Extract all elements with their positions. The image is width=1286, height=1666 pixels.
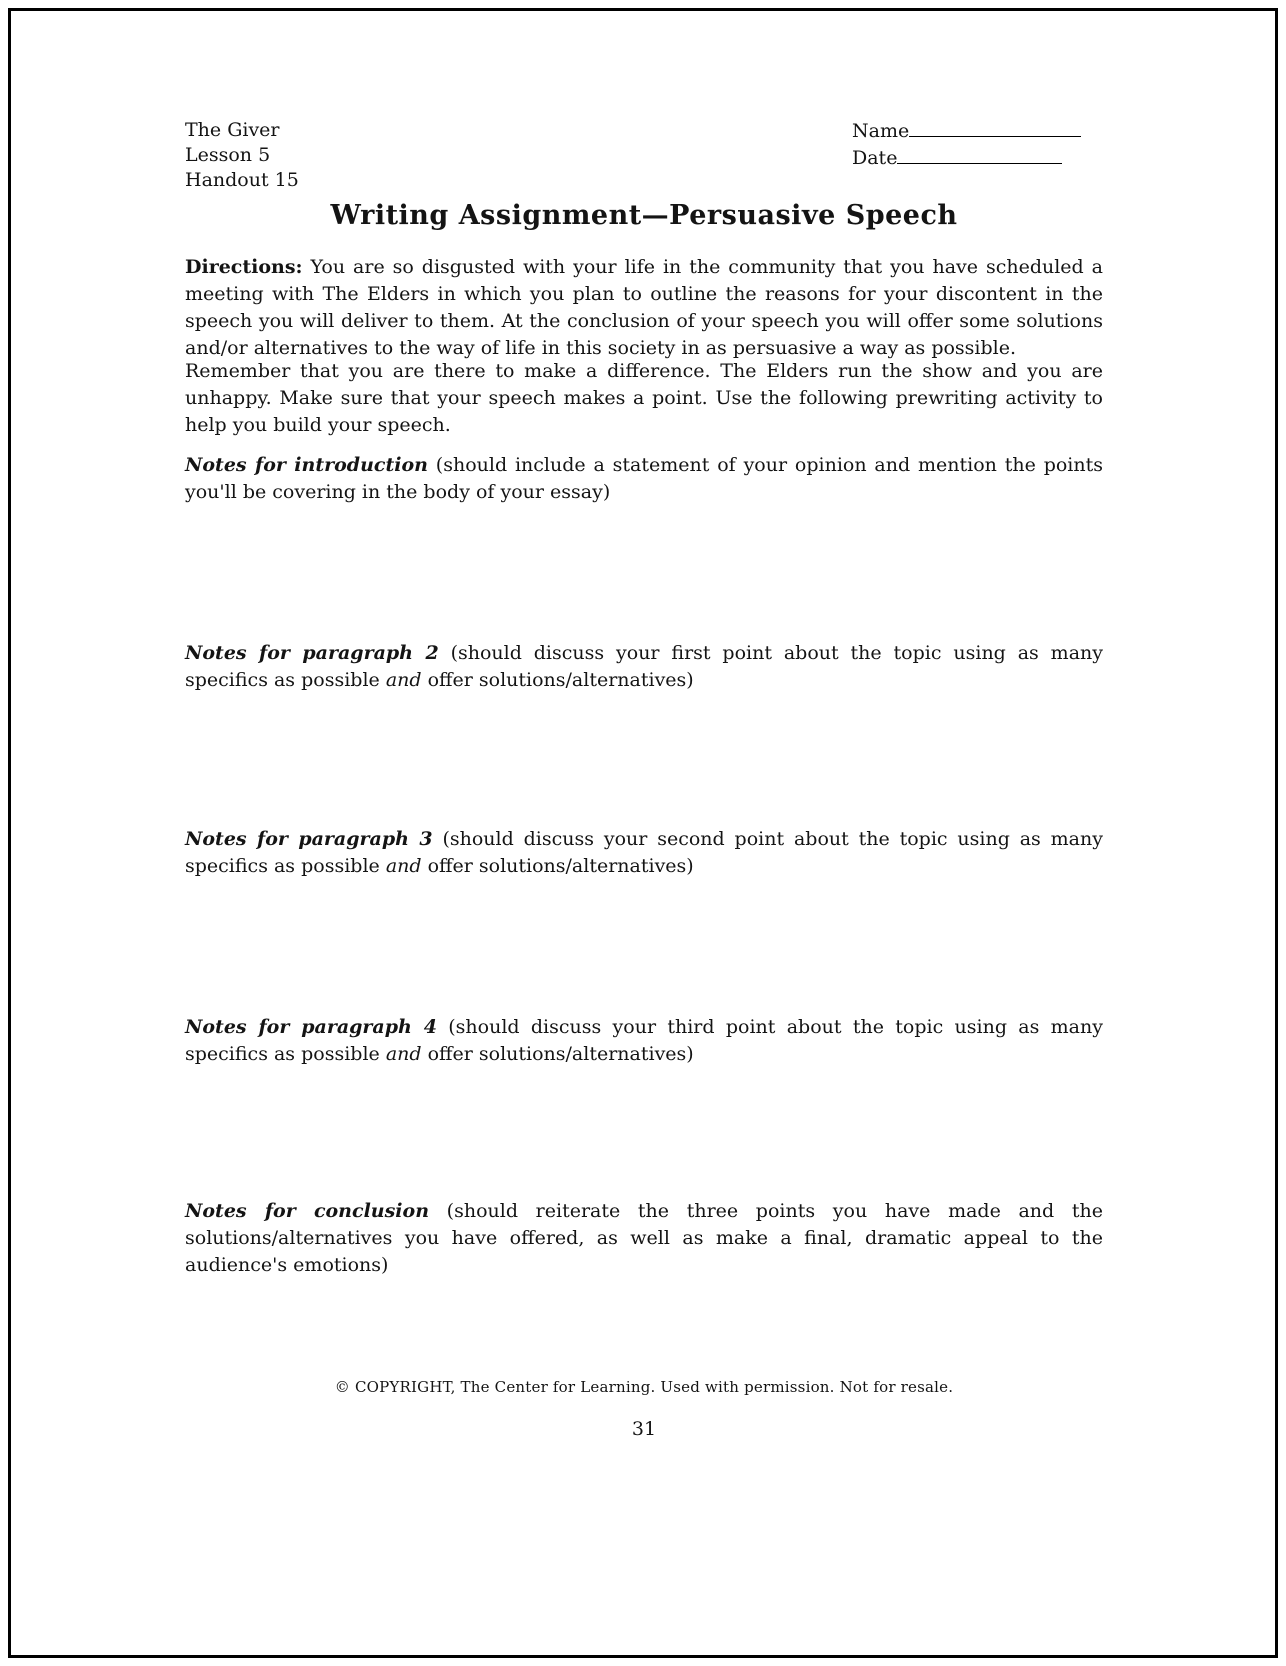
name-line <box>852 118 1092 145</box>
header-lesson: Lesson 5 <box>185 144 271 166</box>
section-lead: Notes for paragraph 2 <box>185 642 439 664</box>
section-notes-paragraph-4 <box>185 1014 1103 1068</box>
section-italic-word: and <box>385 1043 422 1065</box>
directions-paragraph <box>185 254 1103 362</box>
section-text-post: offer solutions/alternatives) <box>421 855 694 877</box>
directions-text: You are so disgusted with your life in the community that you have scheduled a meeting with The Elders in which you plan to outline the reasons for your discontent in the speech you will deliver to them. At the conclusion of your speech you will offer some solutions and/or alternatives to the way of life in this society in as persuasive a way as possible. <box>185 256 1103 359</box>
handout-header <box>185 118 299 193</box>
section-lead: Notes for conclusion <box>185 1200 430 1222</box>
section-notes-introduction <box>185 452 1103 506</box>
date-write-line <box>897 145 1062 164</box>
section-italic-word: and <box>385 855 422 877</box>
section-text: (should discuss your first point about the topic using as many specifics as possible <box>185 642 1103 691</box>
page-title: Writing Assignment—Persuasive Speech <box>330 200 958 231</box>
section-text: (should reiterate the three points you have made and the solutions/alternatives you have offered, as well as make a final, dramatic appeal to the audience's emotions) <box>185 1200 1103 1276</box>
name-write-line <box>909 118 1081 137</box>
section-text-post: offer solutions/alternatives) <box>421 1043 694 1065</box>
section-lead: Notes for paragraph 3 <box>185 828 433 850</box>
section-lead: Notes for paragraph 4 <box>185 1016 437 1038</box>
copyright-notice: © COPYRIGHT, The Center for Learning. Used with permission. Not for resale. <box>334 1378 954 1396</box>
header-book-title: The Giver <box>185 119 280 141</box>
date-label: Date <box>852 147 898 170</box>
page-number: 31 <box>631 1418 657 1440</box>
section-italic-word: and <box>385 669 422 691</box>
name-date-block <box>852 118 1092 172</box>
section-text-post: offer solutions/alternatives) <box>421 669 694 691</box>
section-text: (should discuss your second point about the topic using as many specifics as possible <box>185 828 1103 877</box>
date-line <box>852 145 1092 172</box>
section-lead: Notes for introduction <box>185 454 428 476</box>
section-text: (should discuss your third point about the topic using as many specifics as possible <box>185 1016 1103 1065</box>
name-label: Name <box>852 120 910 143</box>
directions-label: Directions: <box>185 256 303 278</box>
section-notes-paragraph-2 <box>185 640 1103 694</box>
section-text: (should include a statement of your opinion and mention the points you'll be covering in the body of your essay) <box>185 454 1104 503</box>
section-notes-conclusion <box>185 1198 1103 1279</box>
reminder-paragraph: Remember that you are there to make a difference. The Elders run the show and you are unhappy. Make sure that your speech makes a point. Use the following prewriting activity to help you build your speech. <box>185 360 1103 436</box>
header-handout: Handout 15 <box>185 169 299 191</box>
section-notes-paragraph-3 <box>185 826 1103 880</box>
